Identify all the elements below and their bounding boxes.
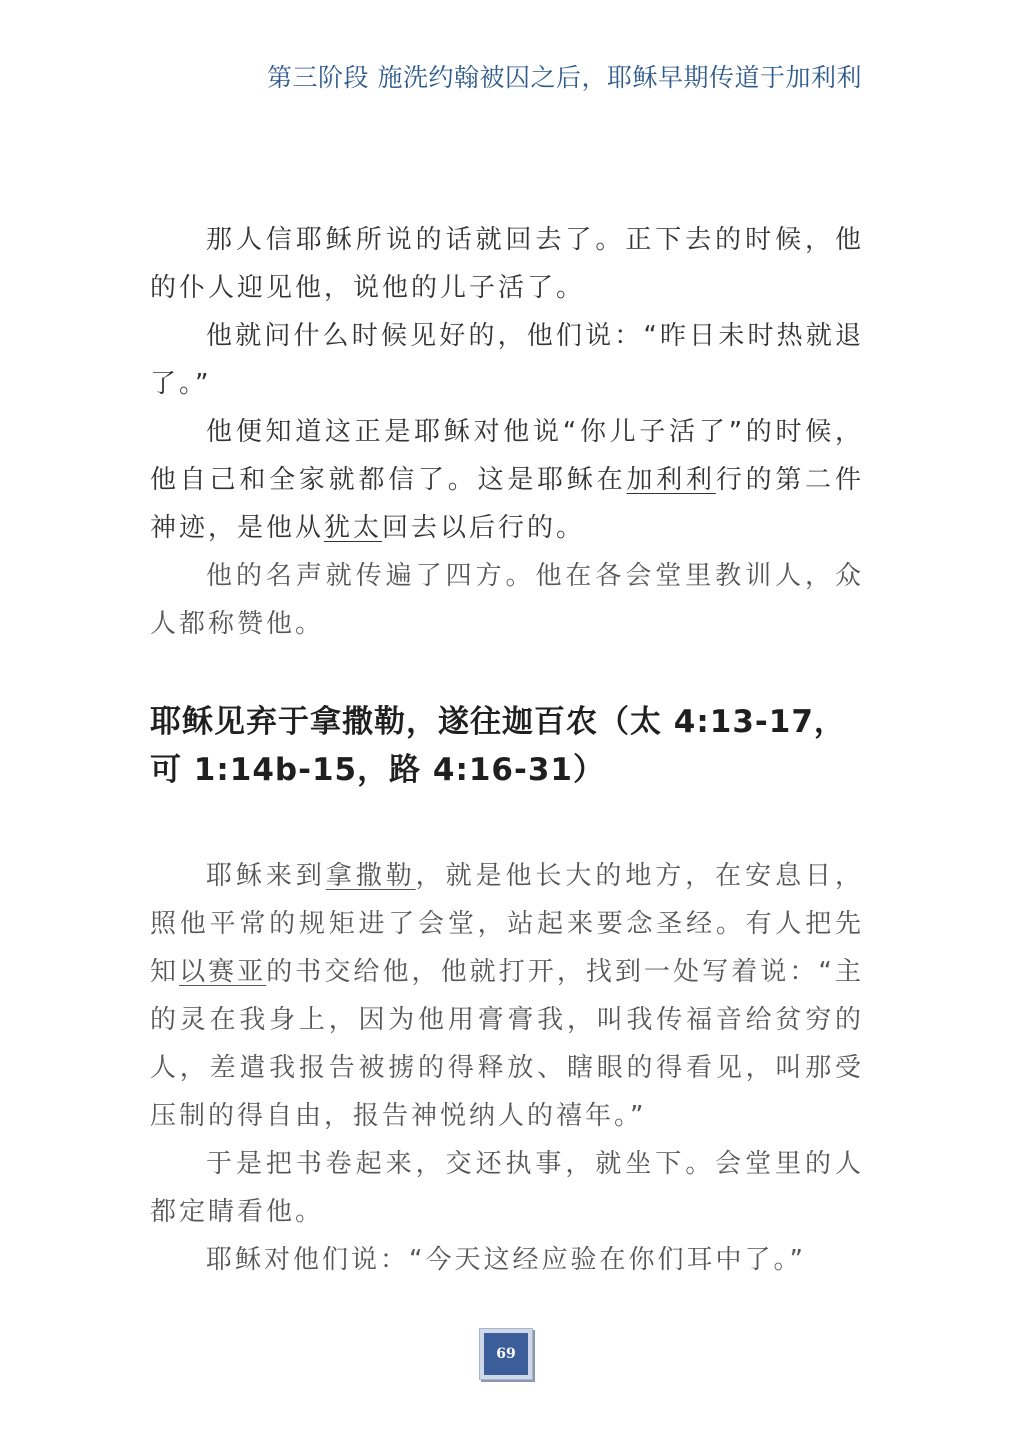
section-heading [150, 698, 864, 794]
paragraph [150, 852, 864, 1140]
place-name-galilee: 加利利 [626, 465, 716, 495]
paragraph: 耶稣对他们说：“今天这经应验在你们耳中了。” [206, 1245, 806, 1275]
page-number-badge-fill [484, 1333, 528, 1375]
paragraph-text: 的书交给他，他就打开，找到一处写着说：“主的灵在我身上，因为他用膏膏我，叫我传福音给贫穷的人，差遣我报告被掳的得释放、瞎眼的得看见，叫那受压制的得自由，报告神悦纳人的禧年。” [150, 957, 864, 1131]
paragraph-text: 他便知道这正是耶稣对他说“你儿子活了”的时候，他自己和全家就都信了。这是耶稣在 [150, 417, 864, 495]
paragraph-text: 回去以后行的。 [382, 513, 586, 543]
page-number: 69 [496, 1346, 516, 1362]
paragraph: 他的名声就传遍了四方。他在各会堂里教训人，众人都称赞他。 [150, 561, 864, 639]
paragraph: 于是把书卷起来，交还执事，就坐下。会堂里的人都定睛看他。 [150, 1149, 864, 1227]
paragraph-text: ，就是他长大的地方，在安息日，照他平常的规矩进了会堂，站起来要念圣经。有人把先知 [150, 861, 864, 987]
section-heading-line: 可 1:14b-15，路 4:16-31） [150, 752, 605, 788]
person-name-isaiah: 以赛亚 [179, 957, 267, 987]
page-number-badge [479, 1328, 533, 1380]
paragraph [150, 408, 864, 552]
paragraph-text: 行的第二件神迹，是他从 [150, 465, 864, 543]
running-header: 第三阶段 施洗约翰被囚之后，耶稣早期传道于加利利 [267, 63, 862, 92]
paragraph-text: 耶稣来到 [206, 861, 326, 891]
place-name-judea: 犹太 [324, 513, 383, 543]
page-body [150, 216, 864, 1284]
place-name-nazareth: 拿撒勒 [325, 861, 416, 891]
section-heading-line: 耶稣见弃于拿撒勒，遂往迦百农（太 4:13-17， [150, 704, 846, 740]
paragraph: 他就问什么时候见好的，他们说：“昨日未时热就退了。” [150, 321, 864, 399]
paragraph: 那人信耶稣所说的话就回去了。正下去的时候，他的仆人迎见他，说他的儿子活了。 [150, 225, 864, 303]
